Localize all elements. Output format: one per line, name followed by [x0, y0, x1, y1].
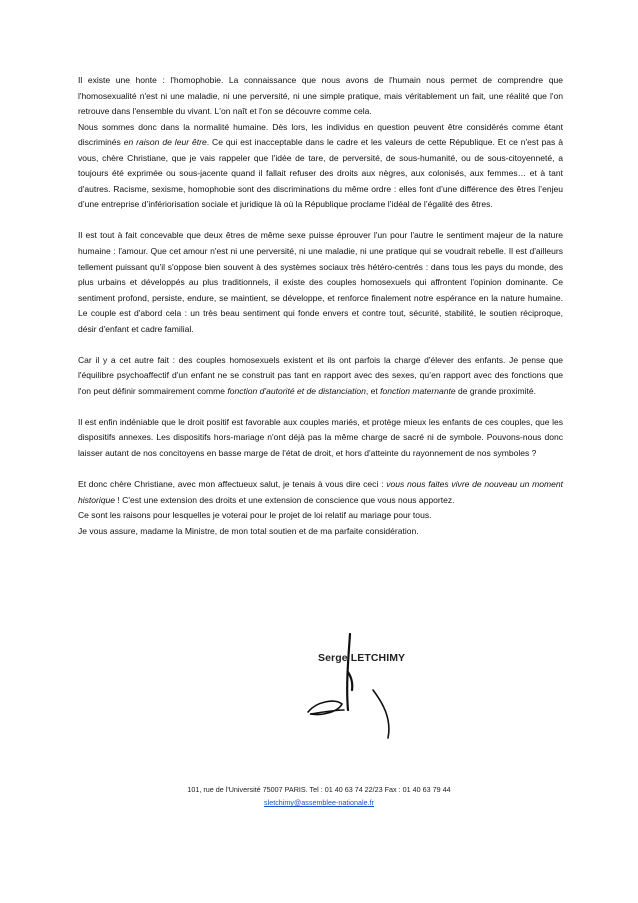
- footer: [0, 783, 638, 809]
- paragraph-law: [78, 415, 563, 462]
- paragraph-vote: [78, 508, 563, 524]
- paragraph-children: [78, 353, 563, 400]
- footer-address: 101, rue de l'Université 75007 PARIS. Tel : 01 40 63 74 22/23 Fax : 01 40 63 79 44: [187, 785, 451, 794]
- paragraph-homophobia: [78, 73, 563, 120]
- text-run: , et: [365, 385, 381, 396]
- paragraph-closing: [78, 524, 563, 540]
- text-run: Il est tout à fait concevable que deux êtres de même sexe puisse éprouver l'un pour l'autre le sentiment majeur de la nature humaine : l'amour. Que cet amour n'est ni une perversité, ni une maladie, ni une pratique qui se voudrait rebelle. Il est d'ailleurs tellement puissant qu'il s'oppose bien souvent à des systèmes sociaux très hétéro-centrés : dans tous les pays du monde, des plus urbains et développés au plus traditionnels, il existe des couples homosexuels qui affrontent l'opinion dominante. Ce sentiment profond, persiste, endure, se maintient, se développe, et renforce finalement notre espérance en la nature humaine. Le couple est d'abord cela : un très beau sentiment qui fonde envers et contre tout, sécurité, stabilité, le soutien réciproque, désir d'enfant et cadre familial.: [78, 230, 563, 334]
- signature-name: Serge LETCHIMY: [318, 652, 406, 664]
- italic-emphasis: fonction maternante: [380, 385, 456, 396]
- text-run: Il est enfin indéniable que le droit positif est favorable aux couples mariés, et protège mieux les enfants de ces couples, que les dispositifs annexes. Les dispositifs hors-mariage n'ont déjà pas la même charge de sacré ni de symbole. Pouvons-nous donc laisser autant de nos concitoyens en basse marge de l'état de droit, et hors d'atteinte du rayonnement de nos symboles ?: [78, 416, 563, 458]
- paragraph-love: [78, 228, 563, 337]
- italic-emphasis: vous nous faites vivre de nouveau un moment historique: [78, 479, 563, 505]
- paragraph-normality: [78, 120, 563, 213]
- text-run: Je vous assure, madame la Ministre, de mon total soutien et de ma parfaite considération.: [78, 525, 419, 536]
- text-run: Nous sommes donc dans la normalité humaine. Dès lors, les individus en question peuvent être considérés comme étant discriminés: [78, 121, 563, 148]
- handwritten-signature: [290, 632, 450, 747]
- letter-body: [78, 73, 563, 539]
- text-run: Car il y a cet autre fait : des couples homosexuels existent et ils ont parfois la charge d'élever des enfants. Je pense que l'équilibre psychoaffectif d'un enfant ne se construit pas tant en rapport avec des sexes, qu’en rapport avec des fonctions que l'on peut définir sommairement comme: [78, 354, 563, 396]
- text-run: Et donc chère Christiane, avec mon affectueux salut, je tenais à vous dire ceci :: [78, 479, 387, 490]
- text-run: . Ce qui est inacceptable dans le cadre et les valeurs de cette République. Et ce n'est pas à vous, chère Christiane, que je vais rappeler que l'idée de tare, de perversité, de sous-humanité, ou de sous-citoyenneté, a toujours été exprimée ou sous-jacente quand il fallait refuser des droits aux nègres, aux colonisés, aux femmes… et à tant d'autres. Racisme, sexisme, homophobie sont des discriminations du même ordre : elles font d’une différence des êtres l’enjeu d’une entreprise d’infériorisation sociale et juridique là où la République proclame l’idéal de l’égalité des êtres.: [78, 137, 563, 210]
- italic-emphasis: en raison de leur être: [123, 137, 207, 148]
- text-run: Ce sont les raisons pour lesquelles je voterai pour le projet de loi relatif au mariage pour tous.: [78, 510, 432, 521]
- text-run: de grande proximité.: [455, 385, 536, 396]
- paragraph-christiane: [78, 477, 563, 508]
- text-run: Il existe une honte : l'homophobie. La connaissance que nous avons de l'humain nous permet de comprendre que l'homosexualité n'est ni une maladie, ni une perversité, ni une simple pratique, mais véritablement un fait, une réalité que l'on retrouve dans l'ensemble du vivant. L'on naît et l'on se découvre comme cela.: [78, 75, 563, 117]
- text-run: ! C'est une extension des droits et une extension de conscience que vous nous apportez.: [115, 494, 455, 505]
- footer-email-link[interactable]: sletchimy@assemblee-nationale.fr: [264, 798, 374, 807]
- italic-emphasis: fonction d'autorité et de distanciation: [227, 385, 366, 396]
- signature-block: [290, 632, 450, 747]
